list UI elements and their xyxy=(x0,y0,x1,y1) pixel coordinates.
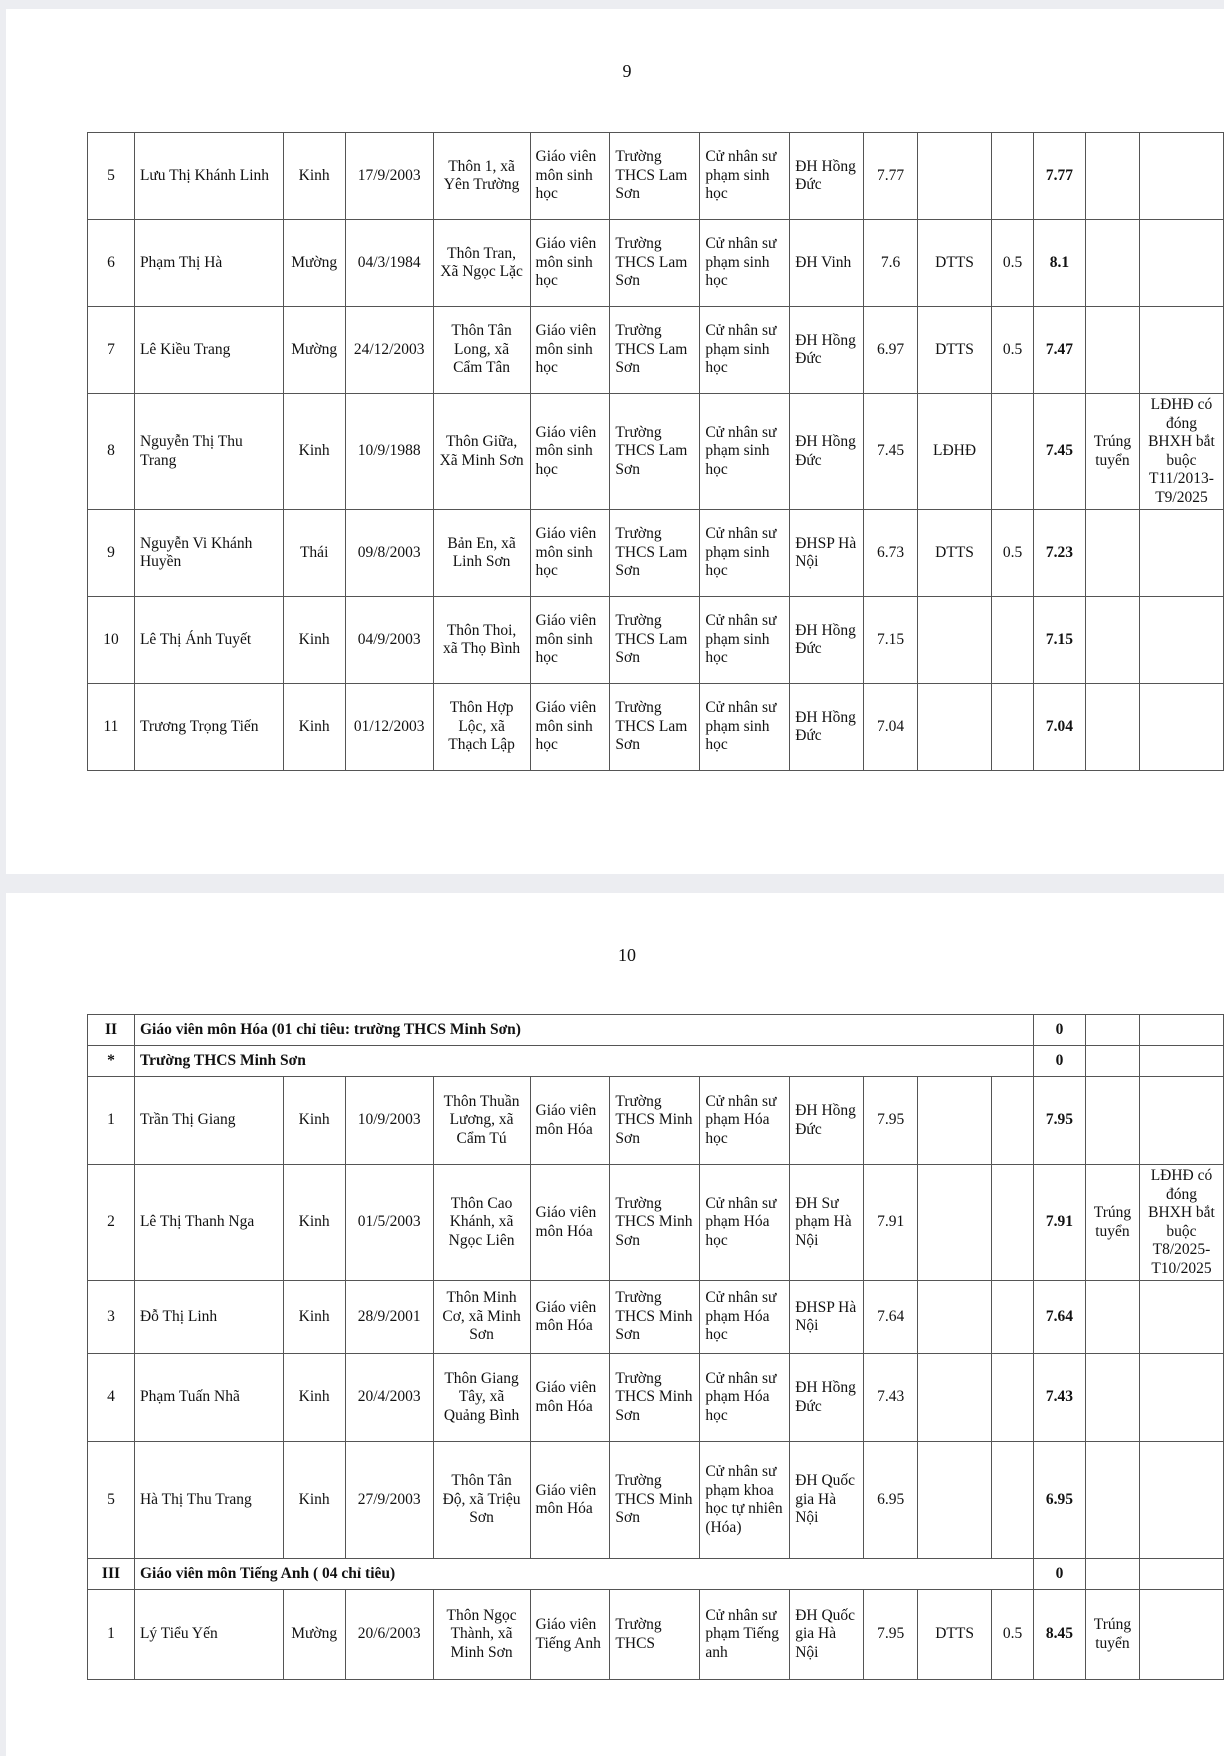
degree: Cử nhân sư phạm Hóa học xyxy=(700,1354,790,1442)
date-of-birth: 17/9/2003 xyxy=(345,133,433,220)
total-score: 8.45 xyxy=(1034,1590,1086,1680)
candidate-name: Phạm Thị Hà xyxy=(134,220,283,307)
score: 7.45 xyxy=(864,394,918,510)
university: ĐH Hồng Đức xyxy=(790,1354,864,1442)
address: Thôn Minh Cơ, xã Minh Sơn xyxy=(433,1281,530,1354)
priority-type xyxy=(918,684,992,771)
page-number: 10 xyxy=(618,945,636,965)
candidate-name: Lưu Thị Khánh Linh xyxy=(134,133,283,220)
document-page-9 xyxy=(6,9,1224,874)
address: Thôn Hợp Lộc, xã Thạch Lập xyxy=(433,684,530,771)
candidate-name: Lý Tiểu Yến xyxy=(134,1590,283,1680)
ethnicity: Kinh xyxy=(283,133,345,220)
position: Giáo viên môn sinh học xyxy=(530,394,610,510)
school: Trường THCS Lam Sơn xyxy=(610,684,700,771)
section-roman: III xyxy=(88,1559,135,1590)
school-total: 0 xyxy=(1034,1046,1086,1077)
position: Giáo viên môn Hóa xyxy=(530,1165,610,1281)
date-of-birth: 01/5/2003 xyxy=(345,1165,433,1281)
section-row xyxy=(88,1015,1224,1046)
school: Trường THCS Lam Sơn xyxy=(610,307,700,394)
date-of-birth: 20/6/2003 xyxy=(345,1590,433,1680)
priority-type: LĐHĐ xyxy=(918,394,992,510)
table-row xyxy=(88,1590,1224,1680)
result xyxy=(1085,220,1139,307)
row-number: 2 xyxy=(88,1165,135,1281)
table-row xyxy=(88,133,1224,220)
table-row xyxy=(88,307,1224,394)
priority-type xyxy=(918,1354,992,1442)
candidate-name: Lê Thị Ánh Tuyết xyxy=(134,597,283,684)
candidate-name: Nguyễn Thị Thu Trang xyxy=(134,394,283,510)
table-row xyxy=(88,597,1224,684)
note: LĐHĐ có đóng BHXH bắt buộc T8/2025-T10/2025 xyxy=(1139,1165,1223,1281)
address: Bản En, xã Linh Sơn xyxy=(433,510,530,597)
section-total: 0 xyxy=(1034,1015,1086,1046)
ethnicity: Mường xyxy=(283,220,345,307)
table-row xyxy=(88,394,1224,510)
table-row xyxy=(88,684,1224,771)
ethnicity: Kinh xyxy=(283,394,345,510)
date-of-birth: 09/8/2003 xyxy=(345,510,433,597)
priority-type xyxy=(918,1077,992,1165)
row-number: 5 xyxy=(88,133,135,220)
degree: Cử nhân sư phạm sinh học xyxy=(700,220,790,307)
school: Trường THCS Minh Sơn xyxy=(610,1281,700,1354)
address: Thôn Thuần Lương, xã Cẩm Tú xyxy=(433,1077,530,1165)
candidate-table xyxy=(87,132,1224,771)
result xyxy=(1085,1281,1139,1354)
position: Giáo viên Tiếng Anh xyxy=(530,1590,610,1680)
candidate-name: Phạm Tuấn Nhã xyxy=(134,1354,283,1442)
page-number: 9 xyxy=(622,61,632,81)
school: Trường THCS Minh Sơn xyxy=(610,1165,700,1281)
document-page-10 xyxy=(6,893,1224,1756)
bonus-points xyxy=(992,1077,1034,1165)
result xyxy=(1085,1442,1139,1559)
candidate-name: Hà Thị Thu Trang xyxy=(134,1442,283,1559)
result xyxy=(1085,684,1139,771)
result xyxy=(1085,1077,1139,1165)
result: Trúng tuyển xyxy=(1085,1590,1139,1680)
bonus-points: 0.5 xyxy=(992,307,1034,394)
total-score: 8.1 xyxy=(1033,220,1085,307)
ethnicity: Kinh xyxy=(283,1442,345,1559)
candidate-name: Trần Thị Giang xyxy=(134,1077,283,1165)
address: Thôn 1, xã Yên Trường xyxy=(433,133,530,220)
score: 7.91 xyxy=(864,1165,918,1281)
priority-type: DTTS xyxy=(918,220,992,307)
date-of-birth: 20/4/2003 xyxy=(345,1354,433,1442)
total-score: 7.45 xyxy=(1033,394,1085,510)
score: 7.95 xyxy=(864,1590,918,1680)
date-of-birth: 10/9/1988 xyxy=(345,394,433,510)
ethnicity: Kinh xyxy=(283,684,345,771)
position: Giáo viên môn sinh học xyxy=(530,597,610,684)
note xyxy=(1139,1077,1223,1165)
note xyxy=(1139,1590,1223,1680)
section-roman: II xyxy=(88,1015,135,1046)
degree: Cử nhân sư phạm Hóa học xyxy=(700,1077,790,1165)
result xyxy=(1085,133,1139,220)
table-row xyxy=(88,1354,1224,1442)
ethnicity: Kinh xyxy=(283,1077,345,1165)
address: Thôn Giữa, Xã Minh Sơn xyxy=(433,394,530,510)
row-number: 4 xyxy=(88,1354,135,1442)
total-score: 7.23 xyxy=(1033,510,1085,597)
section-title: Giáo viên môn Hóa (01 chỉ tiêu: trường THCS Minh Sơn) xyxy=(134,1015,1033,1046)
school: Trường THCS Minh Sơn xyxy=(610,1354,700,1442)
university: ĐH Quốc gia Hà Nội xyxy=(790,1442,864,1559)
score: 6.95 xyxy=(864,1442,918,1559)
position: Giáo viên môn Hóa xyxy=(530,1281,610,1354)
note xyxy=(1139,684,1223,771)
score: 6.97 xyxy=(864,307,918,394)
school-mark: * xyxy=(88,1046,135,1077)
candidate-name: Lê Kiều Trang xyxy=(134,307,283,394)
candidate-name: Trương Trọng Tiến xyxy=(134,684,283,771)
note xyxy=(1139,510,1223,597)
bonus-points xyxy=(992,1354,1034,1442)
result xyxy=(1085,307,1139,394)
ethnicity: Kinh xyxy=(283,597,345,684)
school-title: Trường THCS Minh Sơn xyxy=(134,1046,1033,1077)
total-score: 7.95 xyxy=(1034,1077,1086,1165)
priority-type: DTTS xyxy=(918,1590,992,1680)
university: ĐH Hồng Đức xyxy=(790,684,864,771)
total-score: 7.91 xyxy=(1034,1165,1086,1281)
bonus-points xyxy=(992,133,1034,220)
row-number: 9 xyxy=(88,510,135,597)
bonus-points xyxy=(992,1442,1034,1559)
position: Giáo viên môn sinh học xyxy=(530,133,610,220)
total-score: 7.15 xyxy=(1033,597,1085,684)
date-of-birth: 01/12/2003 xyxy=(345,684,433,771)
total-score: 6.95 xyxy=(1034,1442,1086,1559)
school: Trường THCS Lam Sơn xyxy=(610,510,700,597)
section-row xyxy=(88,1559,1224,1590)
degree: Cử nhân sư phạm sinh học xyxy=(700,394,790,510)
priority-type: DTTS xyxy=(918,510,992,597)
row-number: 1 xyxy=(88,1077,135,1165)
degree: Cử nhân sư phạm Hóa học xyxy=(700,1281,790,1354)
university: ĐH Hồng Đức xyxy=(790,1077,864,1165)
address: Thôn Giang Tây, xã Quảng Bình xyxy=(433,1354,530,1442)
score: 7.6 xyxy=(864,220,918,307)
bonus-points: 0.5 xyxy=(992,1590,1034,1680)
score: 7.95 xyxy=(864,1077,918,1165)
school: Trường THCS Minh Sơn xyxy=(610,1077,700,1165)
bonus-points xyxy=(992,1165,1034,1281)
bonus-points: 0.5 xyxy=(992,220,1034,307)
address: Thôn Tân Độ, xã Triệu Sơn xyxy=(433,1442,530,1559)
row-number: 7 xyxy=(88,307,135,394)
score: 6.73 xyxy=(864,510,918,597)
score: 7.43 xyxy=(864,1354,918,1442)
score: 7.64 xyxy=(864,1281,918,1354)
row-number: 6 xyxy=(88,220,135,307)
position: Giáo viên môn Hóa xyxy=(530,1354,610,1442)
result xyxy=(1085,510,1139,597)
priority-type xyxy=(918,597,992,684)
total-score: 7.77 xyxy=(1033,133,1085,220)
note xyxy=(1139,133,1223,220)
score: 7.15 xyxy=(864,597,918,684)
school: Trường THCS Lam Sơn xyxy=(610,597,700,684)
result: Trúng tuyển xyxy=(1085,394,1139,510)
ethnicity: Thái xyxy=(283,510,345,597)
row-number: 5 xyxy=(88,1442,135,1559)
note xyxy=(1139,307,1223,394)
school: Trường THCS Lam Sơn xyxy=(610,220,700,307)
address: Thôn Ngọc Thành, xã Minh Sơn xyxy=(433,1590,530,1680)
table-row xyxy=(88,510,1224,597)
section-total: 0 xyxy=(1034,1559,1086,1590)
candidate-name: Lê Thị Thanh Nga xyxy=(134,1165,283,1281)
score: 7.77 xyxy=(864,133,918,220)
address: Thôn Cao Khánh, xã Ngọc Liên xyxy=(433,1165,530,1281)
row-number: 11 xyxy=(88,684,135,771)
position: Giáo viên môn Hóa xyxy=(530,1442,610,1559)
school: Trường THCS Lam Sơn xyxy=(610,394,700,510)
date-of-birth: 10/9/2003 xyxy=(345,1077,433,1165)
bonus-points xyxy=(992,1281,1034,1354)
degree: Cử nhân sư phạm sinh học xyxy=(700,510,790,597)
university: ĐHSP Hà Nội xyxy=(790,510,864,597)
date-of-birth: 27/9/2003 xyxy=(345,1442,433,1559)
note: LĐHĐ có đóng BHXH bắt buộc T11/2013-T9/2025 xyxy=(1139,394,1223,510)
row-number: 8 xyxy=(88,394,135,510)
ethnicity: Kinh xyxy=(283,1354,345,1442)
candidate-name: Đỗ Thị Linh xyxy=(134,1281,283,1354)
total-score: 7.64 xyxy=(1034,1281,1086,1354)
school: Trường THCS Lam Sơn xyxy=(610,133,700,220)
note xyxy=(1139,220,1223,307)
row-number: 3 xyxy=(88,1281,135,1354)
degree: Cử nhân sư phạm Hóa học xyxy=(700,1165,790,1281)
table-row xyxy=(88,1442,1224,1559)
note xyxy=(1139,1281,1223,1354)
degree: Cử nhân sư phạm sinh học xyxy=(700,684,790,771)
degree: Cử nhân sư phạm khoa học tự nhiên (Hóa) xyxy=(700,1442,790,1559)
total-score: 7.47 xyxy=(1033,307,1085,394)
university: ĐH Hồng Đức xyxy=(790,307,864,394)
total-score: 7.04 xyxy=(1033,684,1085,771)
note xyxy=(1139,1354,1223,1442)
bonus-points xyxy=(992,684,1034,771)
bonus-points: 0.5 xyxy=(992,510,1034,597)
ethnicity: Kinh xyxy=(283,1281,345,1354)
university: ĐH Hồng Đức xyxy=(790,133,864,220)
date-of-birth: 28/9/2001 xyxy=(345,1281,433,1354)
university: ĐH Vinh xyxy=(790,220,864,307)
position: Giáo viên môn sinh học xyxy=(530,510,610,597)
position: Giáo viên môn sinh học xyxy=(530,684,610,771)
university: ĐH Hồng Đức xyxy=(790,597,864,684)
university: ĐH Quốc gia Hà Nội xyxy=(790,1590,864,1680)
school: Trường THCS Minh Sơn xyxy=(610,1442,700,1559)
ethnicity: Kinh xyxy=(283,1165,345,1281)
table-row xyxy=(88,220,1224,307)
ethnicity: Mường xyxy=(283,1590,345,1680)
table-row xyxy=(88,1077,1224,1165)
total-score: 7.43 xyxy=(1034,1354,1086,1442)
address: Thôn Thoi, xã Thọ Bình xyxy=(433,597,530,684)
degree: Cử nhân sư phạm sinh học xyxy=(700,597,790,684)
table-row xyxy=(88,1281,1224,1354)
table-row xyxy=(88,1165,1224,1281)
bonus-points xyxy=(992,597,1034,684)
bonus-points xyxy=(992,394,1034,510)
note xyxy=(1139,597,1223,684)
date-of-birth: 24/12/2003 xyxy=(345,307,433,394)
date-of-birth: 04/3/1984 xyxy=(345,220,433,307)
date-of-birth: 04/9/2003 xyxy=(345,597,433,684)
priority-type xyxy=(918,133,992,220)
degree: Cử nhân sư phạm sinh học xyxy=(700,133,790,220)
result xyxy=(1085,1354,1139,1442)
priority-type xyxy=(918,1442,992,1559)
school-row xyxy=(88,1046,1224,1077)
ethnicity: Mường xyxy=(283,307,345,394)
note xyxy=(1139,1442,1223,1559)
position: Giáo viên môn sinh học xyxy=(530,220,610,307)
row-number: 1 xyxy=(88,1590,135,1680)
row-number: 10 xyxy=(88,597,135,684)
score: 7.04 xyxy=(864,684,918,771)
priority-type xyxy=(918,1165,992,1281)
candidate-name: Nguyễn Vi Khánh Huyền xyxy=(134,510,283,597)
degree: Cử nhân sư phạm sinh học xyxy=(700,307,790,394)
priority-type: DTTS xyxy=(918,307,992,394)
degree: Cử nhân sư phạm Tiếng anh xyxy=(700,1590,790,1680)
position: Giáo viên môn sinh học xyxy=(530,307,610,394)
address: Thôn Tân Long, xã Cẩm Tân xyxy=(433,307,530,394)
result: Trúng tuyển xyxy=(1085,1165,1139,1281)
section-title: Giáo viên môn Tiếng Anh ( 04 chỉ tiêu) xyxy=(134,1559,1033,1590)
school: Trường THCS xyxy=(610,1590,700,1680)
university: ĐHSP Hà Nội xyxy=(790,1281,864,1354)
result xyxy=(1085,597,1139,684)
priority-type xyxy=(918,1281,992,1354)
address: Thôn Tran, Xã Ngọc Lặc xyxy=(433,220,530,307)
university: ĐH Sư phạm Hà Nội xyxy=(790,1165,864,1281)
university: ĐH Hồng Đức xyxy=(790,394,864,510)
position: Giáo viên môn Hóa xyxy=(530,1077,610,1165)
candidate-table xyxy=(87,1014,1224,1680)
